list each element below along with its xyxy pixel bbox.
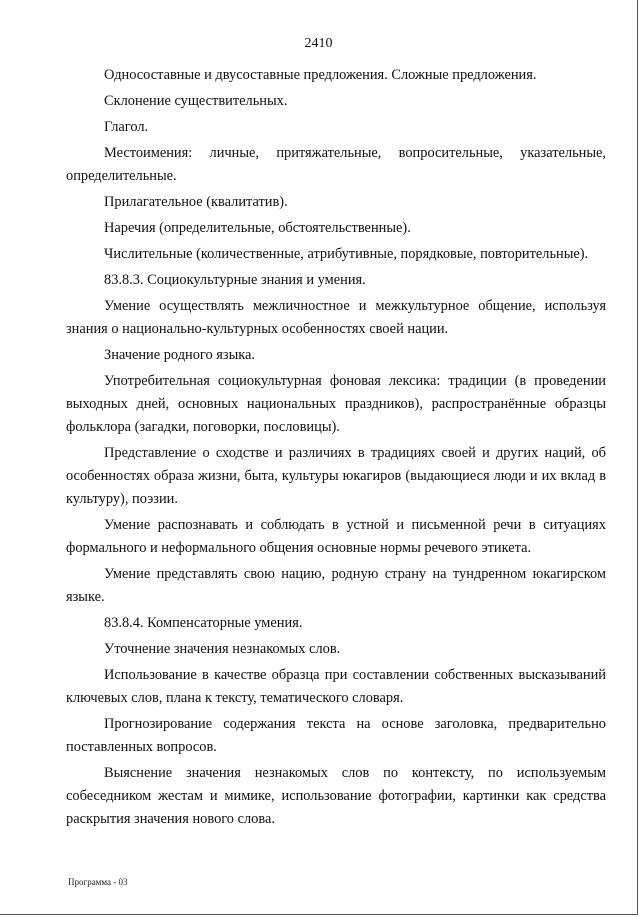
paragraph: Глагол. — [104, 119, 149, 135]
paragraph: Выяснение значения незнакомых слов по контексту, по используемым собеседником жестам и мимике, использование фотографии, картинки как средства раскрытия значения нового слова. — [66, 765, 606, 827]
document-body — [66, 64, 606, 834]
section-heading: 83.8.3. Социокультурные знания и умения. — [104, 272, 366, 288]
footer-label: Программа - 03 — [68, 877, 128, 887]
page-number: 2410 — [304, 36, 333, 51]
paragraph: Уточнение значения незнакомых слов. — [104, 641, 341, 657]
paragraph: Числительные (количественные, атрибутивные, порядковые, повторительные). — [104, 246, 589, 262]
paragraph: Прогнозирование содержания текста на основе заголовка, предварительно поставленных вопросов. — [66, 716, 606, 755]
paragraph: Прилагательное (квалитатив). — [104, 194, 288, 210]
section-heading: 83.8.4. Компенсаторные умения. — [104, 615, 303, 631]
paragraph: Местоимения: личные, притяжательные, вопросительные, указательные, определительные. — [66, 145, 606, 184]
paragraph: Употребительная социокультурная фоновая лексика: традиции (в проведении выходных дней, основных национальных праздников), распространённые образцы фольклора (загадки, поговорки, пословицы). — [66, 373, 606, 435]
paragraph: Использование в качестве образца при составлении собственных высказываний ключевых слов, плана к тексту, тематического словаря. — [66, 667, 606, 706]
paragraph: Наречия (определительные, обстоятельственные). — [104, 220, 411, 236]
paragraph: Умение представлять свою нацию, родную страну на тундренном юкагирском языке. — [66, 566, 606, 605]
paragraph: Односоставные и двусоставные предложения. Сложные предложения. — [104, 67, 537, 83]
paragraph: Умение осуществлять межличностное и межкультурное общение, используя знания о национально-культурных особенностях своей нации. — [66, 298, 606, 337]
paragraph: Склонение существительных. — [104, 93, 288, 109]
paragraph: Представление о сходстве и различиях в традициях своей и других наций, об особенностях образа жизни, быта, культуры юкагиров (выдающиеся люди и их вклад в культуру), поэзии. — [66, 445, 606, 507]
paragraph: Значение родного языка. — [104, 347, 255, 363]
paragraph: Умение распознавать и соблюдать в устной и письменной речи в ситуациях формального и неформального общения основные нормы речевого этикета. — [66, 517, 606, 556]
